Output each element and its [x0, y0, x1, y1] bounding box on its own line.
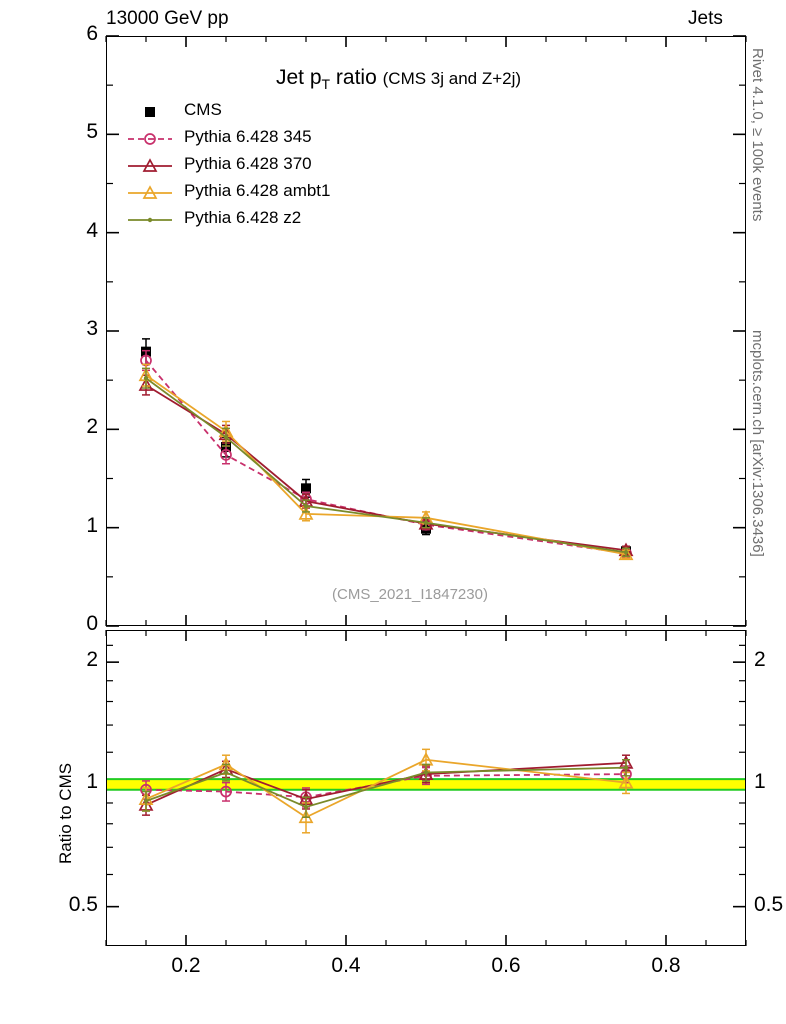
legend-entry-1[interactable]: [128, 134, 172, 144]
watermark-analysis: (CMS_2021_I1847230): [332, 586, 488, 603]
ratio-axis-label: Ratio to CMS: [56, 762, 75, 864]
x-tick-label-0.2: 0.2: [171, 954, 201, 977]
series-pythia-6-428-370: [140, 375, 632, 555]
side-label-rivet: Rivet 4.1.0, ≥ 100k events: [749, 48, 766, 222]
marker-dot: [144, 376, 148, 380]
series-pythia-6-428-z2: [142, 368, 630, 556]
y-tick-label-3: 3: [86, 317, 98, 340]
header-right: Jets: [688, 8, 723, 29]
legend-entry-0[interactable]: [145, 107, 155, 117]
ratio-y-tick-label-0.5: 0.5: [68, 892, 98, 916]
legend-label-2: Pythia 6.428 370: [184, 154, 312, 173]
y-tick-label-5: 5: [86, 120, 98, 144]
marker-dot: [224, 770, 228, 774]
marker-dot: [224, 435, 228, 439]
plot-title-main: Jet p: [276, 66, 322, 89]
ratio-y-tick-label-2: 2: [86, 648, 98, 672]
plot-title-sub: T: [321, 76, 331, 93]
legend-label-0: CMS: [184, 100, 222, 119]
header-left: 13000 GeV pp: [106, 8, 229, 29]
ratio-y-tick-label-1: 1: [86, 770, 98, 794]
ratio-y-tick-label-right-1: 1: [754, 770, 766, 794]
legend-entry-4[interactable]: [128, 218, 172, 222]
series-pythia-6-428-345: [141, 351, 631, 559]
y-tick-label-4: 4: [86, 218, 98, 242]
series-line: [146, 385, 626, 550]
legend-entry-3[interactable]: [128, 187, 172, 198]
x-tick-label-0.8: 0.8: [651, 954, 681, 977]
ratio-y-tick-label-right-2: 2: [754, 648, 766, 672]
ratio-y-tick-label-right-0.5: 0.5: [754, 892, 784, 916]
marker-dot: [304, 805, 308, 809]
legend-label-4: Pythia 6.428 z2: [184, 208, 302, 227]
legend-entry-2[interactable]: [128, 160, 172, 171]
y-tick-label-0: 0: [86, 612, 98, 635]
series-line: [146, 375, 626, 554]
marker-square: [145, 107, 155, 117]
marker-dot: [144, 799, 148, 803]
legend-label-3: Pythia 6.428 ambt1: [184, 181, 331, 200]
marker-dot: [424, 521, 428, 525]
marker-dot: [424, 770, 428, 774]
plot-title-paren: (CMS 3j and Z+2j): [382, 69, 522, 88]
marker-dot: [624, 765, 628, 769]
y-tick-label-6: 6: [86, 22, 98, 45]
ratio-series-pythia-6-428-ambt1: [140, 749, 632, 832]
side-label-mcplots: mcplots.cern.ch [arXiv:1306.3436]: [749, 330, 766, 557]
y-tick-label-1: 1: [86, 513, 98, 537]
y-tick-label-2: 2: [86, 415, 98, 439]
legend-label-1: Pythia 6.428 345: [184, 127, 312, 146]
series-pythia-6-428-ambt1: [140, 364, 632, 559]
marker-dot: [304, 504, 308, 508]
series-line: [146, 361, 626, 554]
marker-dot: [624, 550, 628, 554]
series-line: [146, 378, 626, 552]
series-cms: [141, 339, 631, 556]
marker-dot: [148, 218, 152, 222]
x-tick-label-0.6: 0.6: [491, 954, 521, 977]
x-tick-label-0.4: 0.4: [331, 954, 361, 977]
plot-title-rest: ratio: [330, 66, 377, 89]
